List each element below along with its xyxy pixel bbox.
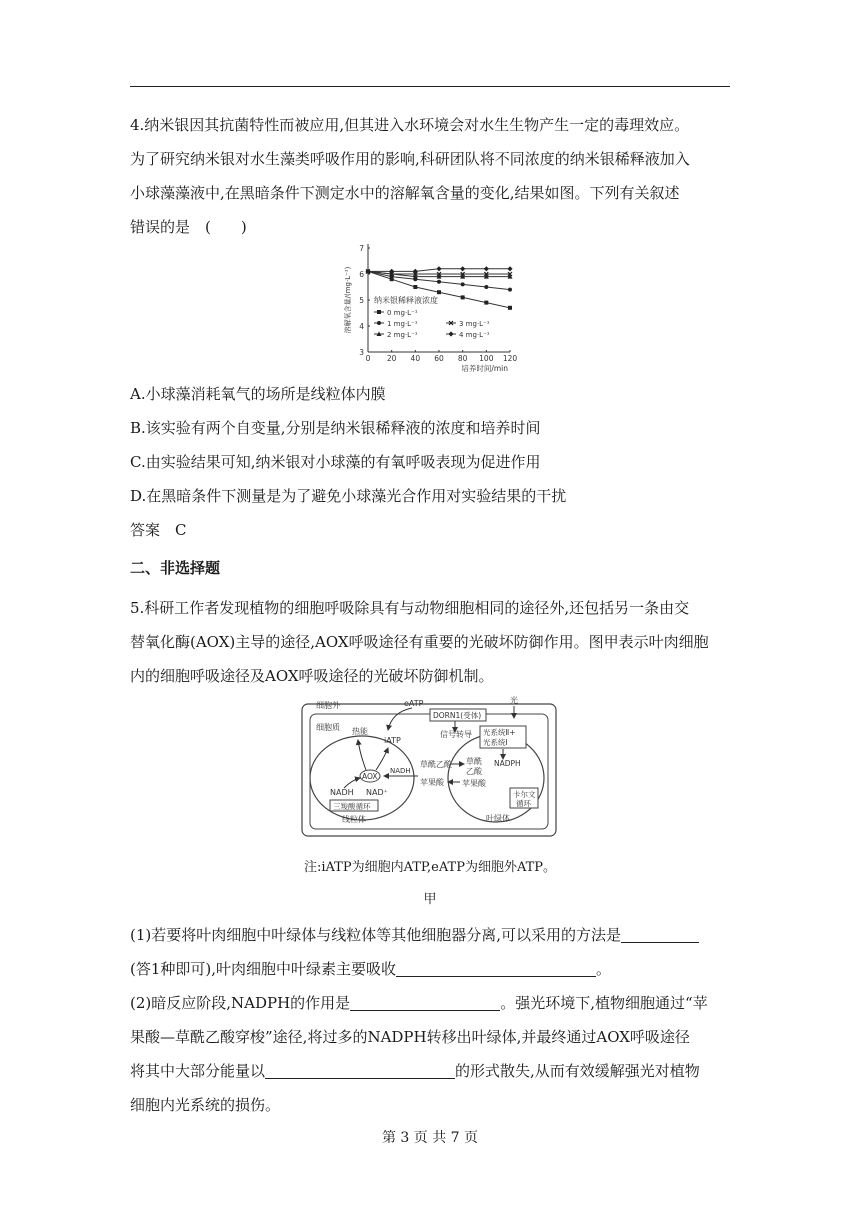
q5-line-1: 5.科研工作者发现植物的细胞呼吸除具有与动物细胞相同的途径外,还包括另一条由交: [130, 599, 690, 617]
data-point: [507, 266, 512, 271]
cell-respiration-diagram: [300, 694, 560, 840]
label-nad: NAD⁺: [366, 788, 388, 797]
sub1-line-1: [130, 918, 730, 952]
data-point: [461, 282, 465, 286]
label-oaa-chl-1: 草酰: [466, 757, 482, 766]
data-point: [413, 269, 418, 274]
label-nadh-arrow: NADH: [390, 767, 411, 775]
label-malate-cyto: 苹果酸: [420, 778, 444, 787]
label-nadph: NADPH: [494, 759, 521, 768]
label-chloroplast: 叶绿体: [486, 814, 510, 823]
legend-label: 0 mg·L⁻¹: [387, 309, 418, 317]
header-rule: [130, 86, 730, 87]
y-tick-label: 5: [359, 296, 364, 305]
label-oaa-cyto: 草酰乙酸: [420, 760, 452, 769]
label-cell-outside: 细胞外: [316, 701, 340, 710]
data-point: [484, 301, 488, 305]
legend-title: 纳米银稀释液浓度: [374, 296, 438, 305]
legend-marker: [448, 331, 453, 336]
q5-line-3: 内的细胞呼吸途径及AOX呼吸途径的光破坏防御机制。: [130, 667, 494, 685]
sub2-line-4: 细胞内光系统的损伤。: [130, 1096, 281, 1114]
label-calvin-2: 循环: [516, 799, 531, 808]
sub1-text-b: (答1种即可),叶肉细胞中叶绿素主要吸收: [130, 960, 397, 978]
x-axis-label: 培养时间/min: [461, 364, 508, 373]
figure-label: 甲: [423, 892, 437, 907]
data-point: [460, 266, 465, 271]
sub2-line-3: [130, 1054, 730, 1088]
label-malate-chl: 苹果酸: [462, 779, 486, 788]
diagram-note: 注:iATP为细胞内ATP,eATP为细胞外ATP。: [303, 860, 557, 875]
x-tick-label: 40: [410, 354, 421, 363]
label-tca: 三羧酸循环: [333, 802, 371, 811]
sub1-text-a: (1)若要将叶肉细胞中叶绿体与线粒体等其他细胞器分离,可以采用的方法是: [130, 926, 622, 944]
sub2-text-a: (2)暗反应阶段,NADPH的作用是: [130, 994, 351, 1012]
data-point: [484, 266, 489, 271]
label-receptor: DORN1(受体): [433, 711, 482, 720]
x-tick-label: 0: [365, 354, 371, 363]
label-aox: AOX: [362, 772, 378, 781]
q4-line-3: 小球藻藻液中,在黑暗条件下测定水中的溶解氧含量的变化,结果如图。下列有关叙述: [130, 184, 680, 202]
y-tick-label: 3: [359, 348, 364, 357]
dissolved-oxygen-chart: [340, 240, 530, 375]
y-tick-label: 6: [359, 270, 364, 279]
answer-blank-3[interactable]: [350, 994, 500, 1011]
q4-answer: 答案 C: [130, 521, 187, 539]
x-tick-label: 80: [457, 354, 468, 363]
label-light: 光: [510, 696, 518, 705]
data-point: [437, 290, 441, 294]
section-title: 二、非选择题: [130, 559, 221, 577]
y-tick-label: 4: [359, 322, 364, 331]
data-point: [437, 280, 441, 284]
q4-line-1: 4.纳米银因其抗菌特性而被应用,但其进入水环境会对水生生物产生一定的毒理效应。: [130, 116, 690, 134]
label-ps1: 光系统Ⅰ: [483, 738, 508, 747]
q5-subquestions: [130, 918, 730, 1122]
option-a: A.小球藻消耗氧气的场所是线粒体内膜: [130, 385, 386, 403]
legend-label: 1 mg·L⁻¹: [387, 320, 418, 328]
legend-marker: [377, 321, 381, 325]
x-tick-label: 100: [479, 354, 494, 363]
data-point: [436, 266, 441, 271]
sub2-text-b: 。强光环境下,植物细胞通过“苹: [500, 994, 708, 1012]
page-footer: 第 3 页 共 7 页: [381, 1130, 479, 1146]
q4-options: [130, 377, 730, 547]
label-signal: 信号转导: [440, 730, 472, 739]
legend-marker: [377, 310, 381, 314]
label-heat: 热能: [352, 727, 368, 736]
label-oaa-chl-2: 乙酸: [466, 767, 482, 776]
sub2-line-1: [130, 986, 730, 1020]
answer-blank-1[interactable]: [621, 926, 699, 943]
label-ps2: 光系统Ⅱ+: [483, 728, 516, 737]
y-axis-label: 溶解氧含量/(mg·L⁻¹): [344, 266, 352, 334]
x-tick-label: 60: [434, 354, 444, 363]
data-point: [508, 288, 512, 292]
legend-label: 2 mg·L⁻¹: [387, 331, 418, 339]
q4-line-4: 错误的是 ( ): [130, 218, 247, 236]
data-point: [508, 306, 512, 310]
question-5: [130, 591, 730, 693]
data-point: [413, 285, 417, 289]
option-b: B.该实验有两个自变量,分别是纳米银稀释液的浓度和培养时间: [130, 419, 541, 437]
sub1-line-2: [130, 952, 730, 986]
label-calvin-1: 卡尔文: [513, 790, 536, 799]
sub2-line-2: 果酸—草酰乙酸穿梭”途径,将过多的NADPH转移出叶绿体,并最终通过AOX呼吸途径: [130, 1028, 690, 1046]
answer-blank-2[interactable]: [396, 960, 596, 977]
option-d: D.在黑暗条件下测量是为了避免小球藻光合作用对实验结果的干扰: [130, 487, 567, 505]
q4-line-2: 为了研究纳米银对水生藻类呼吸作用的影响,科研团队将不同浓度的纳米银稀释液加入: [130, 150, 690, 168]
legend-label: 3 mg·L⁻¹: [459, 320, 490, 328]
q5-line-2: 替氧化酶(AOX)主导的途径,AOX呼吸途径有重要的光破坏防御作用。图甲表示叶肉细胞: [130, 633, 709, 651]
legend-label: 4 mg·L⁻¹: [459, 331, 490, 339]
question-4: [130, 108, 730, 244]
x-tick-label: 20: [386, 354, 397, 363]
sub2-text-e: 的形式散失,从而有效缓解强光对植物: [455, 1062, 700, 1080]
data-point: [461, 295, 465, 299]
label-iatp: iATP: [384, 736, 401, 745]
x-tick-label: 120: [502, 354, 518, 363]
data-point: [484, 285, 488, 289]
label-cytoplasm: 细胞质: [316, 723, 340, 732]
sub2-text-d: 将其中大部分能量以: [130, 1062, 266, 1080]
answer-blank-4[interactable]: [265, 1062, 455, 1079]
data-point: [389, 269, 394, 274]
label-mitochondrion: 线粒体: [342, 815, 366, 824]
y-tick-label: 7: [359, 244, 364, 253]
option-c: C.由实验结果可知,纳米银对小球藻的有氧呼吸表现为促进作用: [130, 453, 541, 471]
label-eatp: eATP: [404, 699, 424, 708]
sub1-text-c: 。: [596, 960, 612, 978]
label-nadh: NADH: [330, 788, 354, 797]
